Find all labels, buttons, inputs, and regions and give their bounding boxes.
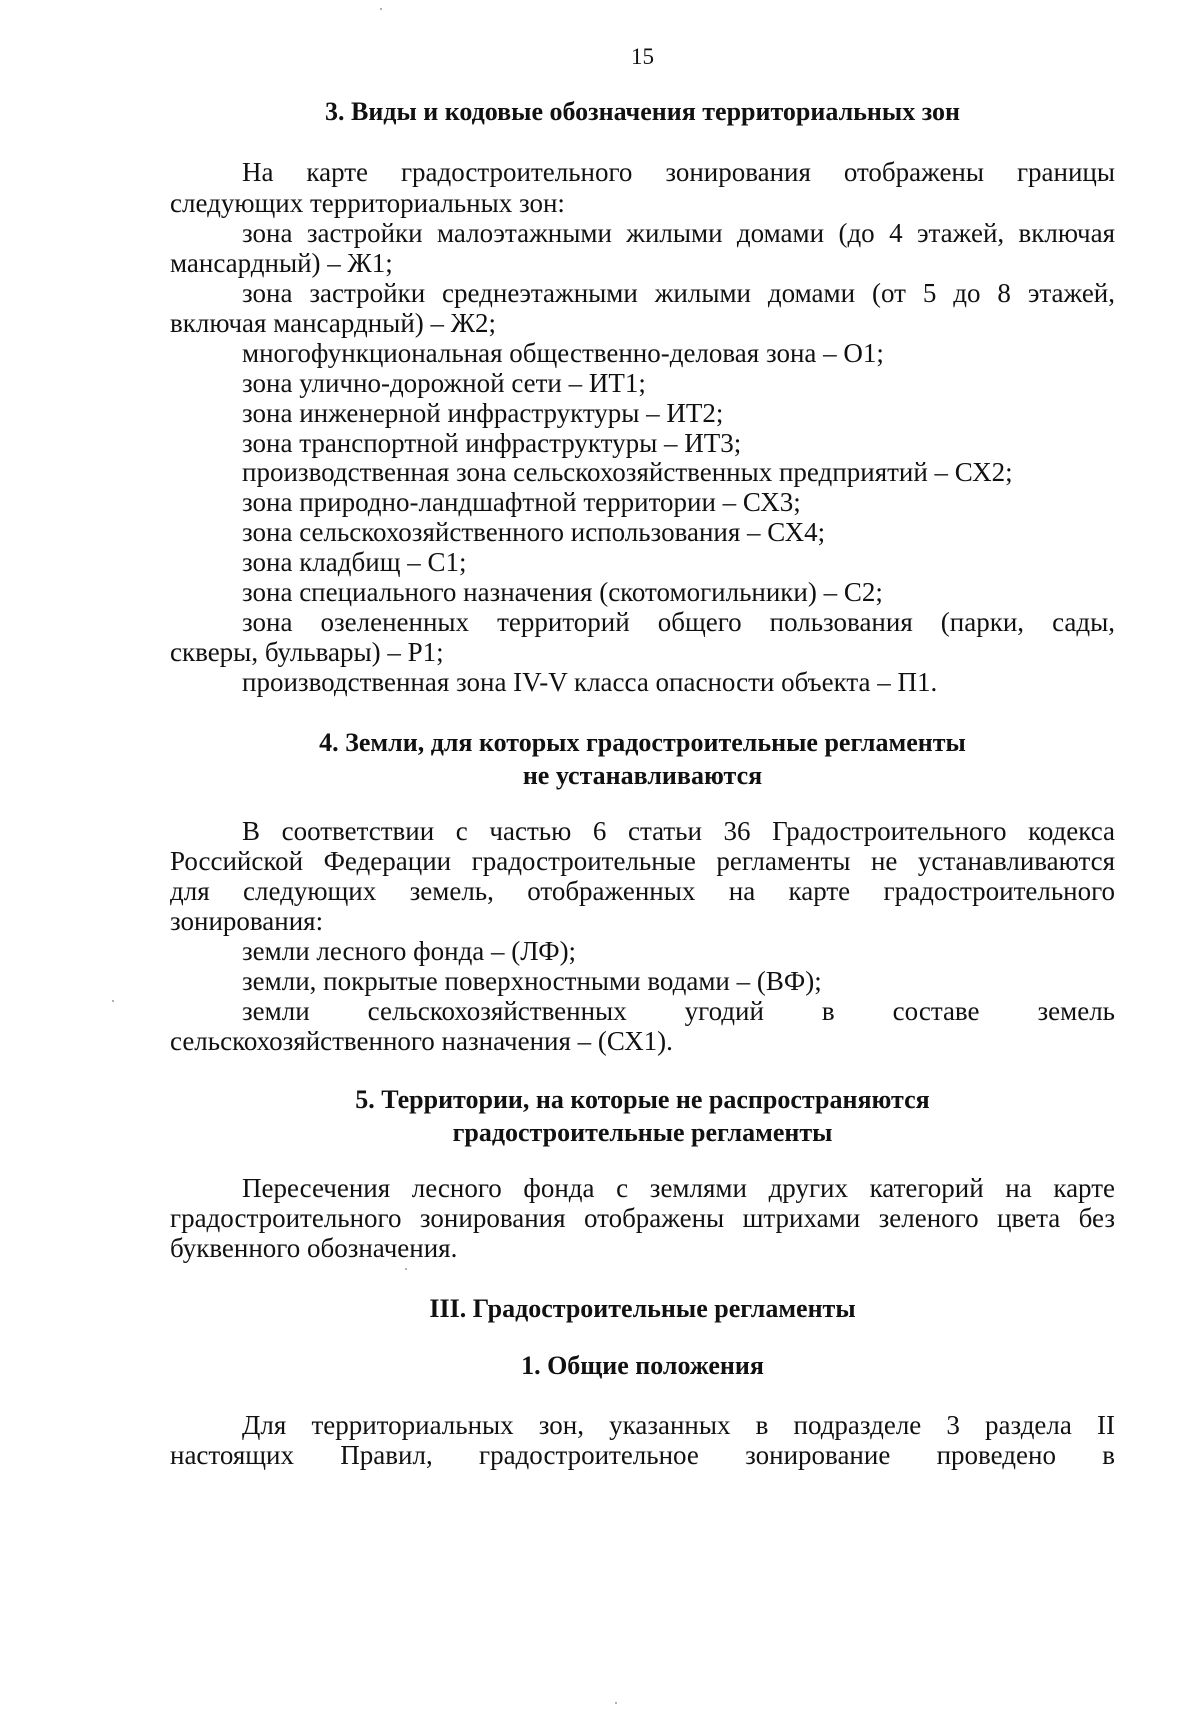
land-item: сельскохозяйственного назначения – (СХ1). [170, 1026, 673, 1056]
section-4-heading-line: не устанавливаются [522, 761, 763, 790]
s5-paragraph-line: буквенного обозначения. [170, 1233, 458, 1263]
zone-item: зона застройки малоэтажными жилыми домами (до 4 этажей, включая [242, 218, 1115, 248]
scan-speck [615, 1702, 617, 1704]
section-iii-heading: III. Градостроительные регламенты [429, 1294, 856, 1323]
s4-paragraph-line: В соответствии с частью 6 статьи 36 Градостроительного кодекса [242, 816, 1115, 846]
scan-speck [405, 1268, 407, 1270]
land-item: земли лесного фонда – (ЛФ); [242, 936, 577, 966]
zone-item: зона природно-ландшафтной территории – СХ3; [242, 487, 801, 517]
section-4-heading [170, 726, 1115, 792]
zone-item: мансардный) – Ж1; [170, 248, 393, 278]
section-5-heading-line: градостроительные регламенты [452, 1118, 833, 1147]
land-item: земли сельскохозяйственных угодий в составе земель [242, 996, 1115, 1026]
s-iii-1-paragraph-line: Для территориальных зон, указанных в подразделе 3 раздела II [242, 1410, 1115, 1440]
s4-paragraph-line: для следующих земель, отображенных на карте градостроительного [170, 876, 1115, 906]
s4-paragraph-line: Российской Федерации градостроительные регламенты не устанавливаются [170, 846, 1115, 876]
section-4-heading-line: 4. Земли, для которых градостроительные регламенты [319, 728, 966, 757]
s3-paragraph-line: следующих территориальных зон: [170, 188, 565, 218]
s5-paragraph-line: градостроительного зонирования отображены штрихами зеленого цвета без [170, 1203, 1115, 1233]
s5-paragraph-line: Пересечения лесного фонда с землями других категорий на карте [242, 1173, 1115, 1203]
zone-item: производственная зона IV-V класса опасности объекта – П1. [242, 667, 938, 697]
section-5-heading [170, 1083, 1115, 1149]
zone-item: зона улично-дорожной сети – ИТ1; [242, 368, 646, 398]
zone-item: зона инженерной инфраструктуры – ИТ2; [242, 398, 724, 428]
section-5-heading-line: 5. Территории, на которые не распространяются [355, 1085, 930, 1114]
zone-item: скверы, бульвары) – Р1; [170, 637, 444, 667]
scan-speck [380, 8, 382, 10]
zone-item: зона транспортной инфраструктуры – ИТ3; [242, 428, 742, 458]
zone-item: зона застройки среднеэтажными жилыми домами (от 5 до 8 этажей, [242, 278, 1115, 308]
zone-item: производственная зона сельскохозяйственных предприятий – СХ2; [242, 457, 1013, 487]
s-iii-1-paragraph-line: настоящих Правил, градостроительное зонирование проведено в [170, 1440, 1115, 1470]
zone-item: зона озелененных территорий общего пользования (парки, сады, [242, 607, 1115, 637]
zone-item: зона кладбищ – С1; [242, 547, 467, 577]
zone-item: многофункциональная общественно-деловая зона – О1; [242, 338, 884, 368]
zone-item: включая мансардный) – Ж2; [170, 308, 496, 338]
section-iii-1-heading: 1. Общие положения [521, 1351, 764, 1380]
s3-paragraph-line: На карте градостроительного зонирования отображены границы [242, 157, 1115, 187]
scan-speck [112, 1000, 114, 1002]
zone-item: зона специального назначения (скотомогильники) – С2; [242, 577, 883, 607]
s4-paragraph-line: зонирования: [170, 906, 324, 936]
zone-item: зона сельскохозяйственного использования – СХ4; [242, 517, 826, 547]
page-number: 15 [631, 44, 654, 69]
land-item: земли, покрытые поверхностными водами – (ВФ); [242, 966, 822, 996]
section-3-heading: 3. Виды и кодовые обозначения территориальных зон [324, 97, 960, 126]
